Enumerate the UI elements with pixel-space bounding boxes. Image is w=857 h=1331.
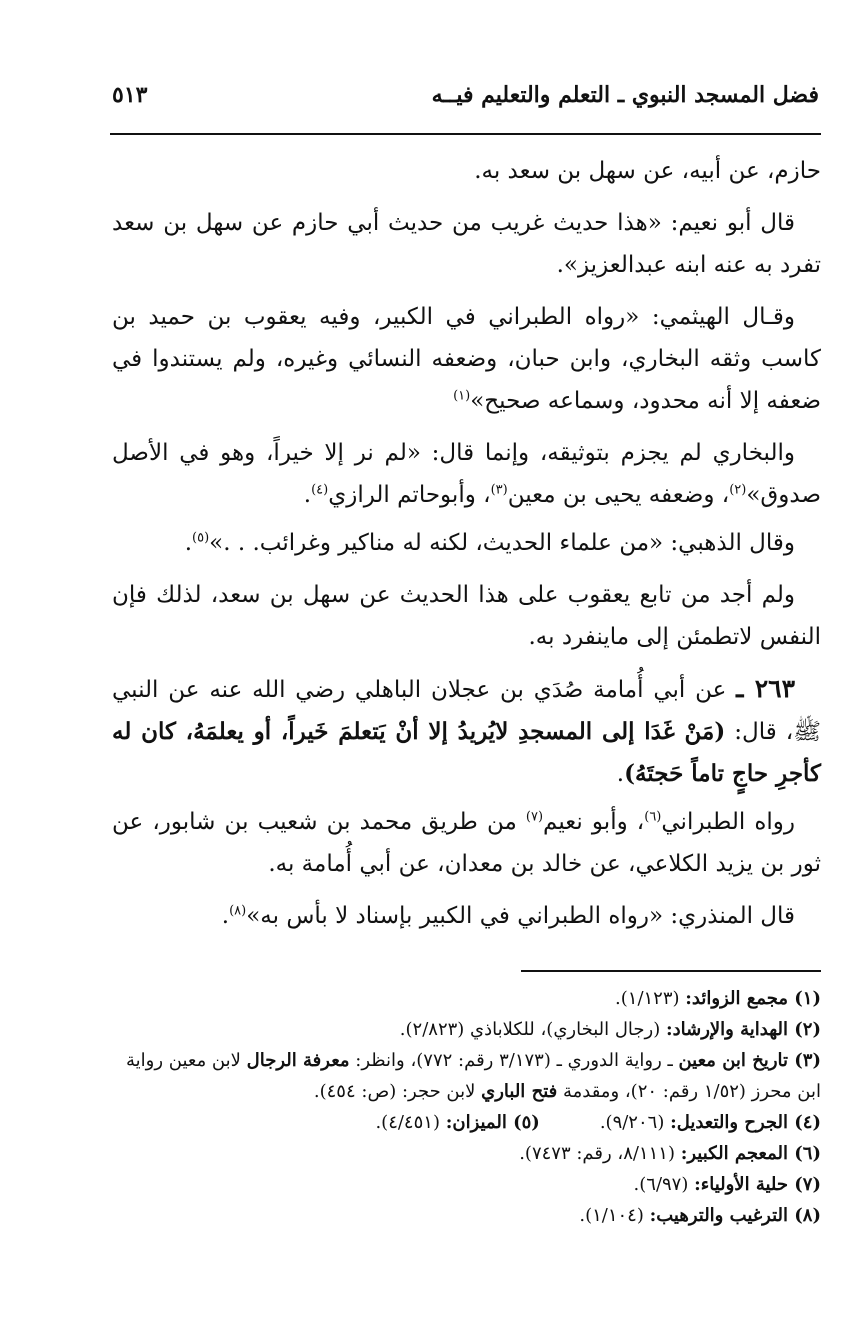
- footnote-7: [112, 1169, 821, 1200]
- footnote-6-ref: (٨/١١١، رقم: ٧٤٧٣).: [519, 1143, 681, 1164]
- hadith-end: .: [616, 761, 625, 787]
- paragraph-8: [112, 801, 821, 885]
- paragraph-4-text-b: ، وضعفه يحيى بن معين: [507, 482, 730, 508]
- page-number: ٥١٣: [112, 82, 148, 108]
- paragraph-8-text-a: رواه الطبراني: [661, 809, 796, 835]
- footnote-1-source: (١) مجمع الزوائد:: [685, 988, 821, 1009]
- footnote-2: [112, 1014, 821, 1045]
- footnote-ref-4: (٤): [311, 482, 329, 498]
- footnote-5: [375, 1107, 539, 1138]
- main-text: [112, 150, 821, 947]
- footnote-4-source: (٤) الجرح والتعديل:: [670, 1112, 821, 1133]
- paragraph-6: ولم أجد من تابع يعقوب على هذا الحديث عن سهل بن سعد، لذلك فإن النفس لاتطمئن إلى ماينفرد به.: [112, 582, 821, 650]
- footnote-6: [112, 1138, 821, 1169]
- paragraph-3-text: وقـال الهيثمي: «رواه الطبراني في الكبير، وفيه يعقوب بن حميد بن كاسب وثقه البخاري، وابن حبان، وضعفه النسائي وغيره، ولم يستندوا في ضعفه إلا أنه محدود، وسماعه صحيح»: [112, 304, 821, 414]
- footnote-rule: [521, 970, 821, 972]
- hadith-isnad: عن أبي أُمامة صُدَي بن عجلان الباهلي رضي الله عنه عن النبي ﷺ، قال:: [112, 677, 822, 745]
- footnote-3-source-3: فتح الباري: [481, 1081, 558, 1102]
- paragraph-4: [112, 432, 821, 516]
- paragraph-5-text: وقال الذهبي: «من علماء الحديث، لكنه له مناكير وغرائب. . .»: [209, 530, 795, 556]
- paragraph-8-text-c: من طريق محمد بن شعيب بن شابور، عن ثور بن يزيد الكلاعي، عن خالد بن معدان، عن أبي أُمامة به.: [112, 809, 821, 877]
- footnote-8-source: (٨) الترغيب والترهيب:: [649, 1205, 821, 1226]
- hadith-number: ٢٦٣ ـ: [736, 674, 796, 703]
- footnote-3-ref-a: ـ رواية الدوري ـ (٣/١٧٣ رقم: ٧٧٢)، وانظر:: [349, 1050, 679, 1071]
- footnote-3-ref-c: لابن حجر: (ص: ٤٥٤).: [313, 1081, 482, 1102]
- footnote-1-ref: (١/١٢٣).: [615, 988, 686, 1009]
- footnote-1: [112, 983, 821, 1014]
- footnote-8-ref: (١/١٠٤).: [579, 1205, 650, 1226]
- footnote-ref-3: (٣): [490, 482, 508, 498]
- footnote-3-source-2: معرفة الرجال: [246, 1050, 350, 1071]
- footnote-ref-2: (٢): [729, 482, 747, 498]
- paragraph-2: قال أبو نعيم: «هذا حديث غريب من حديث أبي حازم عن سهل بن سعد تفرد به عنه ابنه عبدالعزيز».: [112, 210, 821, 278]
- paragraph-9-text: قال المنذري: «رواه الطبراني في الكبير بإسناد لا بأس به»: [246, 903, 795, 929]
- running-title: فضل المسجد النبوي ـ التعلم والتعليم فيــه: [431, 82, 819, 108]
- paragraph-8-text-b: ، وأبو نعيم: [543, 809, 645, 835]
- footnote-5-ref: (٤/٤٥١).: [375, 1112, 446, 1133]
- paragraph-4-text-a: والبخاري لم يجزم بتوثيقه، وإنما قال: «لم نر إلا خيراً، وهو في الأصل صدوق»: [112, 440, 821, 508]
- footnote-5-source: (٥) الميزان:: [445, 1112, 540, 1133]
- footnotes-4-5: [112, 1107, 821, 1138]
- footnote-2-source: (٢) الهداية والإرشاد:: [665, 1019, 821, 1040]
- paragraph-4-text-c: ، وأبوحاتم الرازي: [328, 482, 491, 508]
- header-rule: [110, 133, 821, 135]
- footnote-3-ref-b: لابن معين رواية ابن محرز (١/٥٢ رقم: ٢٠)، ومقدمة: [125, 1050, 821, 1102]
- paragraph-3: [112, 296, 821, 422]
- footnote-ref-1: (١): [453, 388, 471, 404]
- paragraph-5: [112, 522, 821, 564]
- footnote-8: [112, 1200, 821, 1231]
- paragraph-9: [112, 895, 821, 937]
- footnote-ref-6: (٦): [644, 809, 662, 825]
- paragraph-9-end: .: [221, 903, 230, 929]
- footnote-7-ref: (٦/٩٧).: [633, 1174, 695, 1195]
- hadith-text: (مَنْ غَدَا إلى المسجدِ لايُريدُ إلا أنْ يَتعلمَ خَيراً، أو يعلمَهُ، كان له كأجرِ حاجٍ تاماً حَجتَهُ): [112, 718, 821, 787]
- paragraph-1: حازم، عن أبيه، عن سهل بن سعد به.: [474, 158, 821, 184]
- paragraph-4-text-d: .: [303, 482, 312, 508]
- footnote-ref-7: (٧): [525, 809, 544, 825]
- footnote-3: [112, 1045, 821, 1107]
- footnotes: [112, 983, 821, 1231]
- paragraph-5-end: .: [184, 530, 192, 556]
- footnote-4: [600, 1107, 821, 1138]
- footnote-2-ref: (رجال البخاري)، للكلاباذي (٢/٨٢٣).: [399, 1019, 666, 1040]
- footnote-6-source: (٦) المعجم الكبير:: [680, 1143, 821, 1164]
- footnote-ref-5: (٥): [192, 530, 210, 546]
- hadith-263: [112, 668, 821, 795]
- running-head: [112, 82, 819, 108]
- footnote-ref-8: (٨): [229, 903, 247, 919]
- footnote-7-source: (٧) حلية الأولياء:: [694, 1174, 821, 1195]
- footnote-3-source: (٣) تاريخ ابن معين: [678, 1050, 821, 1071]
- footnote-4-ref: (٩/٢٠٦).: [599, 1112, 671, 1133]
